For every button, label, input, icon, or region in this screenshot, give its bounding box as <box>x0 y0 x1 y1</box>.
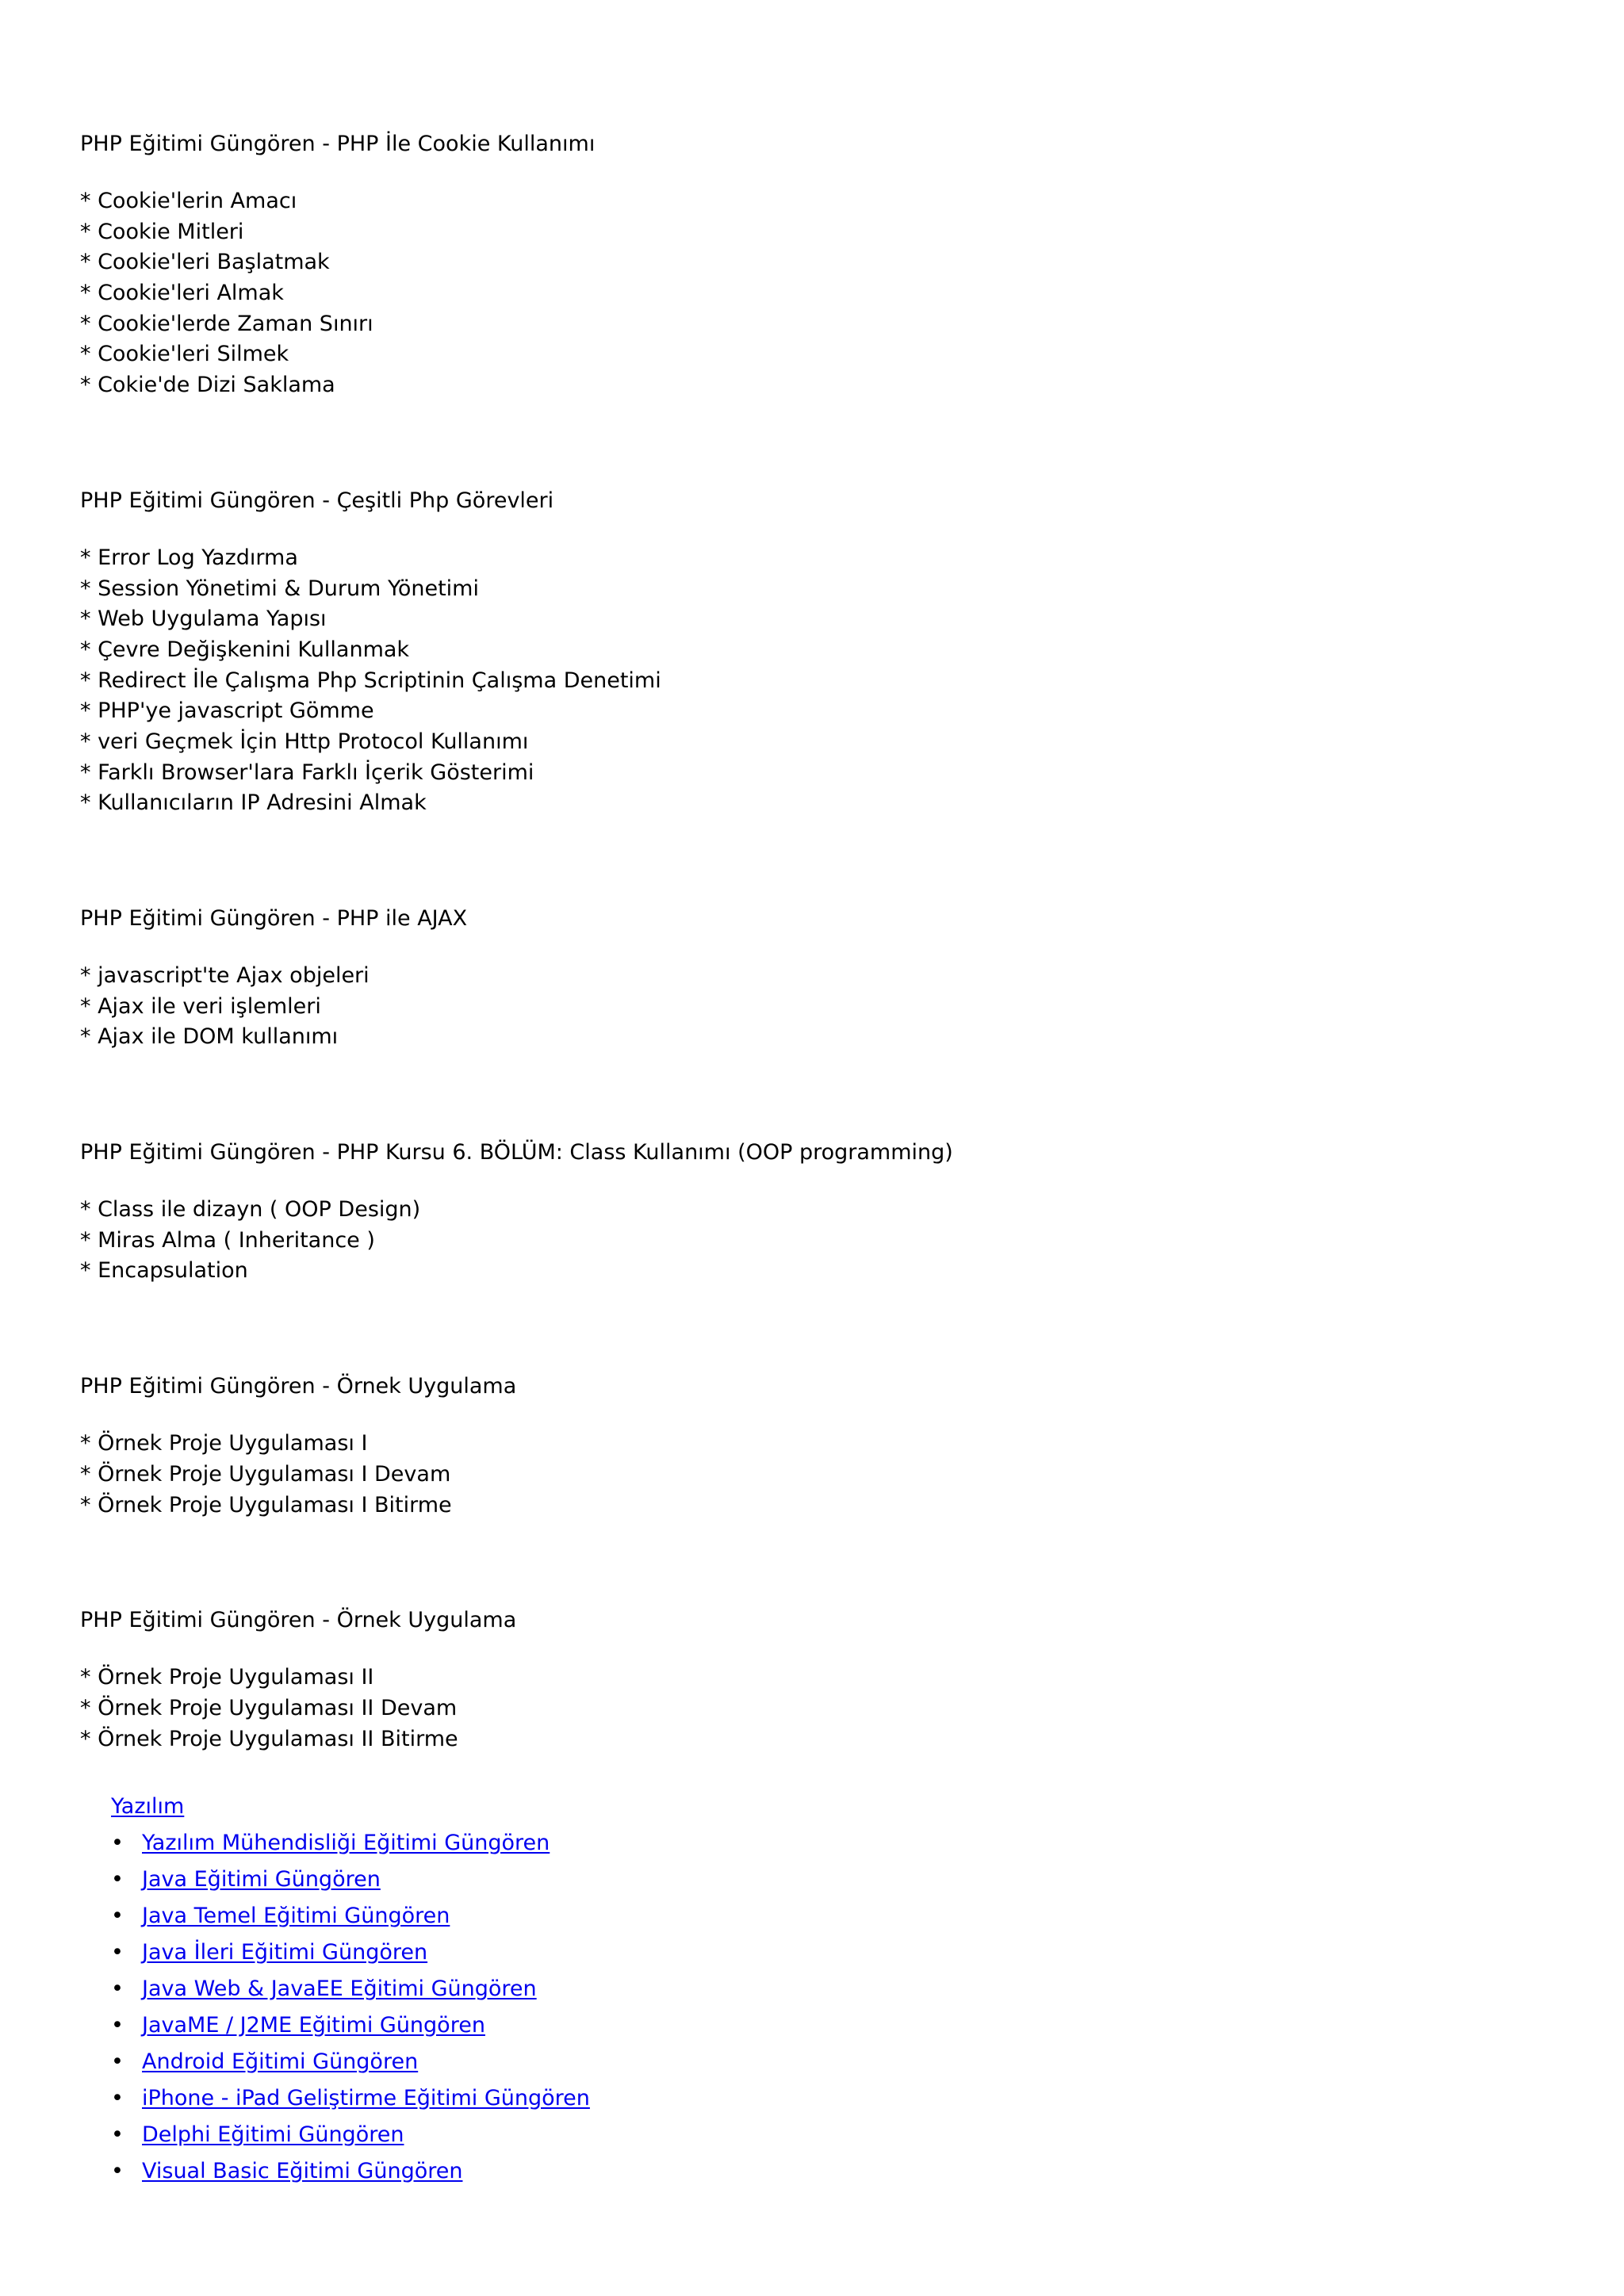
list-item: * Örnek Proje Uygulaması II <box>80 1665 374 1690</box>
list-item: * Error Log Yazdırma <box>80 545 298 570</box>
section-title: PHP Eğitimi Güngören - Örnek Uygulama <box>80 1374 517 1399</box>
section-items <box>80 1429 1547 1521</box>
list-item: * Örnek Proje Uygulaması I <box>80 1431 368 1456</box>
list-item <box>111 1825 1547 1862</box>
link-java[interactable]: Java Eğitimi Güngören <box>142 1867 381 1892</box>
section-ajax <box>80 904 1547 1053</box>
list-item: * Cookie'leri Silmek <box>80 342 289 367</box>
section-example-1 <box>80 1372 1547 1521</box>
list-item: * Ajax ile veri işlemleri <box>80 993 321 1019</box>
section-items <box>80 186 1547 401</box>
link-visual-basic[interactable]: Visual Basic Eğitimi Güngören <box>142 2159 463 2184</box>
links-list <box>111 1825 1547 2190</box>
list-item: * Çevre Değişkenini Kullanmak <box>80 637 410 662</box>
list-item <box>111 1971 1547 2007</box>
section-php-tasks <box>80 486 1547 819</box>
link-iphone-ipad[interactable]: iPhone - iPad Geliştirme Eğitimi Güngören <box>142 2086 590 2111</box>
list-item <box>111 1934 1547 1971</box>
bullet: • <box>111 2013 124 2038</box>
list-item: * Class ile dizayn ( OOP Design) <box>80 1197 421 1223</box>
link-java-web[interactable]: Java Web & JavaEE Eğitimi Güngören <box>142 1976 537 2002</box>
link-yazilim-muhendisligi[interactable]: Yazılım Mühendisliği Eğitimi Güngören <box>142 1831 550 1856</box>
link-delphi[interactable]: Delphi Eğitimi Güngören <box>142 2122 404 2148</box>
link-android[interactable]: Android Eğitimi Güngören <box>142 2049 419 2075</box>
bullet: • <box>111 2122 124 2148</box>
list-item: * Örnek Proje Uygulaması I Devam <box>80 1461 451 1487</box>
list-item <box>111 2044 1547 2080</box>
list-item: * Örnek Proje Uygulaması II Devam <box>80 1695 458 1720</box>
list-item <box>111 2153 1547 2190</box>
list-item: * veri Geçmek İçin Http Protocol Kullanımı <box>80 729 529 754</box>
list-item: * Cookie'leri Başlatmak <box>80 250 330 275</box>
bullet: • <box>111 2049 124 2075</box>
list-item: * Kullanıcıların IP Adresini Almak <box>80 790 427 816</box>
section-title: PHP Eğitimi Güngören - Çeşitli Php Görevleri <box>80 488 554 513</box>
section-example-2 <box>80 1605 1547 1755</box>
section-title: PHP Eğitimi Güngören - PHP Kursu 6. BÖLÜM: Class Kullanımı (OOP programming) <box>80 1140 953 1165</box>
list-item <box>111 2117 1547 2153</box>
list-item: * Redirect İle Çalışma Php Scriptinin Çalışma Denetimi <box>80 668 661 693</box>
list-item: * Ajax ile DOM kullanımı <box>80 1024 339 1050</box>
bullet: • <box>111 1904 124 1929</box>
list-item: * PHP'ye javascript Gömme <box>80 698 374 724</box>
section-title: PHP Eğitimi Güngören - Örnek Uygulama <box>80 1608 517 1633</box>
bullet: • <box>111 1976 124 2002</box>
section-items <box>80 543 1547 819</box>
section-title: PHP Eğitimi Güngören - PHP İle Cookie Kullanımı <box>80 132 596 156</box>
list-item: * Örnek Proje Uygulaması I Bitirme <box>80 1492 452 1517</box>
bullet: • <box>111 2159 124 2184</box>
link-java-temel[interactable]: Java Temel Eğitimi Güngören <box>142 1904 450 1929</box>
list-item: * Encapsulation <box>80 1258 248 1284</box>
link-java-ileri[interactable]: Java İleri Eğitimi Güngören <box>142 1940 428 1965</box>
section-oop <box>80 1138 1547 1287</box>
section-items <box>80 1663 1547 1755</box>
list-item <box>111 1862 1547 1898</box>
bullet: • <box>111 2086 124 2111</box>
list-item: * Cookie'leri Almak <box>80 281 284 306</box>
bullet: • <box>111 1831 124 1856</box>
list-item: * Web Uygulama Yapısı <box>80 607 327 632</box>
bullet: • <box>111 1940 124 1965</box>
link-yazilim[interactable]: Yazılım <box>111 1794 185 1820</box>
list-item: * Cookie'lerin Amacı <box>80 189 297 213</box>
list-item: * Örnek Proje Uygulaması II Bitirme <box>80 1726 458 1751</box>
list-item: * Cookie Mitleri <box>80 219 244 244</box>
bullet: • <box>111 1867 124 1892</box>
list-item <box>111 1898 1547 1934</box>
list-item: * Cokie'de Dizi Saklama <box>80 373 335 398</box>
list-item: * Farklı Browser'lara Farklı İçerik Gösterimi <box>80 760 534 785</box>
list-item: * javascript'te Ajax objeleri <box>80 963 370 988</box>
document-content <box>80 129 1547 2190</box>
link-javame[interactable]: JavaME / J2ME Eğitimi Güngören <box>142 2013 485 2038</box>
related-links <box>80 1789 1547 2190</box>
list-item <box>111 2080 1547 2117</box>
section-title: PHP Eğitimi Güngören - PHP ile AJAX <box>80 906 468 931</box>
list-item: * Cookie'lerde Zaman Sınırı <box>80 311 373 336</box>
section-items <box>80 961 1547 1053</box>
links-header <box>111 1789 1547 1825</box>
list-item: * Miras Alma ( Inheritance ) <box>80 1227 375 1253</box>
list-item <box>111 2007 1547 2044</box>
section-items <box>80 1195 1547 1287</box>
section-cookie <box>80 129 1547 401</box>
list-item: * Session Yönetimi & Durum Yönetimi <box>80 576 479 601</box>
